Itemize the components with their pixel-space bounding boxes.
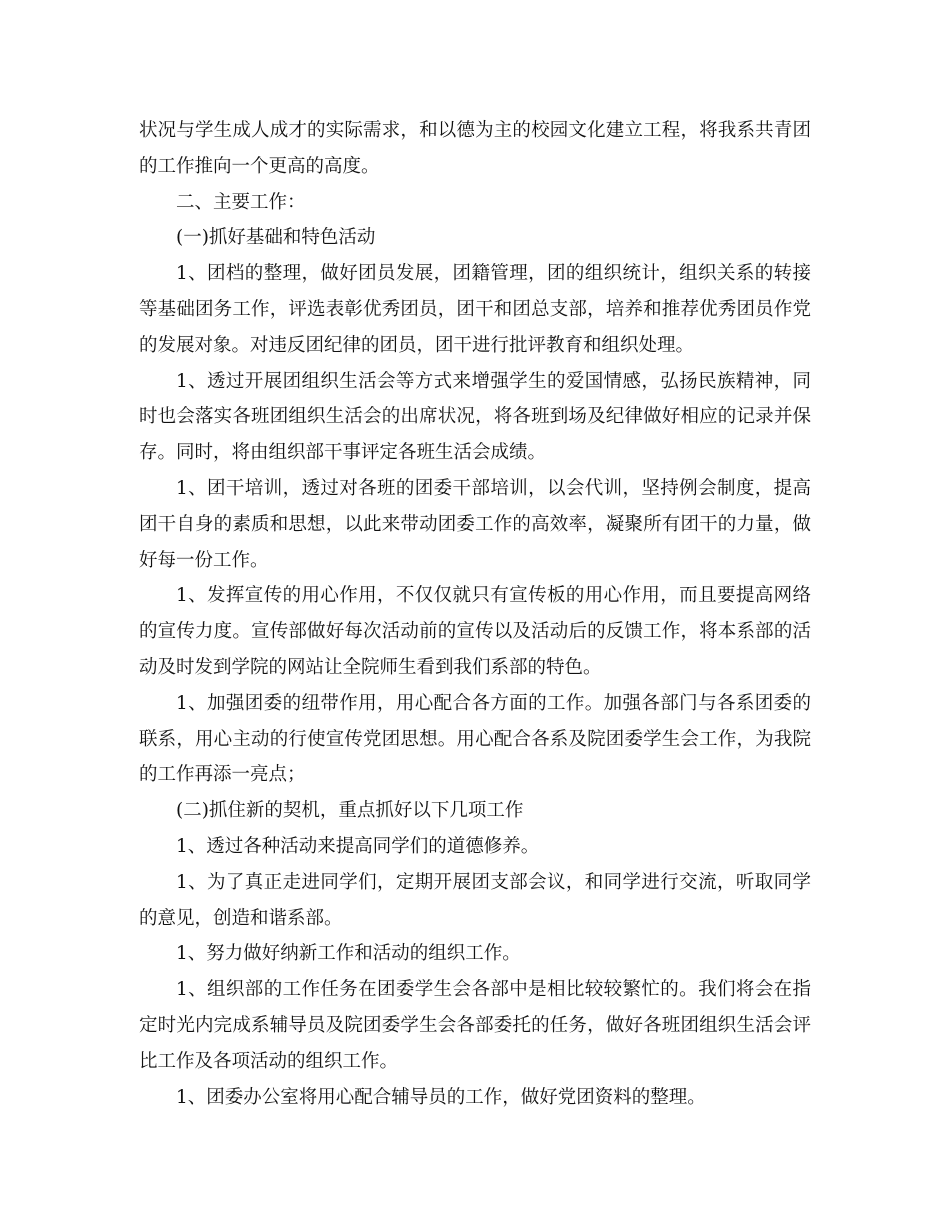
subsection-heading-1: (一)抓好基础和特色活动: [176, 227, 376, 249]
subsection-heading-2: (二)抓住新的契机，重点抓好以下几项工作: [176, 800, 524, 822]
paragraph: 1、透过各种活动来提高同学们的道德修养。: [176, 835, 540, 857]
paragraph: 1、加强团委的纽带作用，用心配合各方面的工作。加强各部门与各系团委的联系，用心主动的行使宣传党团思想。用心配合各系及院团委学生会工作，为我院的工作再添一亮点；: [139, 692, 811, 786]
paragraph: 1、团档的整理，做好团员发展，团籍管理，团的组织统计，组织关系的转接等基础团务工作，评选表彰优秀团员，团干和团总支部，培养和推荐优秀团员作党的发展对象。对违反团纪律的团员，团干进行批评教育和组织处理。: [139, 263, 811, 356]
paragraph-continuation: 状况与学生成人成才的实际需求，和以德为主的校园文化建立工程，将我系共青团的工作推向一个更高的高度。: [139, 120, 811, 177]
paragraph: 1、发挥宣传的用心作用，不仅仅就只有宣传板的用心作用，而且要提高网络的宣传力度。宣传部做好每次活动前的宣传以及活动后的反馈工作，将本系部的活动及时发到学院的网站让全院师生看到我们系部的特色。: [139, 585, 811, 678]
paragraph: 1、努力做好纳新工作和活动的组织工作。: [176, 943, 521, 965]
paragraph: 1、组织部的工作任务在团委学生会各部中是相比较较繁忙的。我们将会在指定时光内完成系辅导员及院团委学生会各部委托的任务，做好各班团组织生活会评比工作及各项活动的组织工作。: [139, 979, 811, 1072]
paragraph: 1、团干培训，透过对各班的团委干部培训，以会代训，坚持例会制度，提高团干自身的素质和思想，以此来带动团委工作的高效率，凝聚所有团干的力量，做好每一份工作。: [139, 477, 811, 571]
paragraph: 1、为了真正走进同学们，定期开展团支部会议，和同学进行交流，听取同学的意见，创造和谐系部。: [139, 871, 811, 929]
paragraph: 1、团委办公室将用心配合辅导员的工作，做好党团资料的整理。: [176, 1086, 706, 1108]
document-body: [139, 113, 811, 1115]
paragraph: 1、透过开展团组织生活会等方式来增强学生的爱国情感，弘扬民族精神，同时也会落实各班团组织生活会的出席状况，将各班到场及纪律做好相应的记录并保存。同时，将由组织部干事评定各班生活会成绩。: [139, 370, 811, 464]
section-heading-main-work: 二、主要工作：: [176, 191, 306, 213]
